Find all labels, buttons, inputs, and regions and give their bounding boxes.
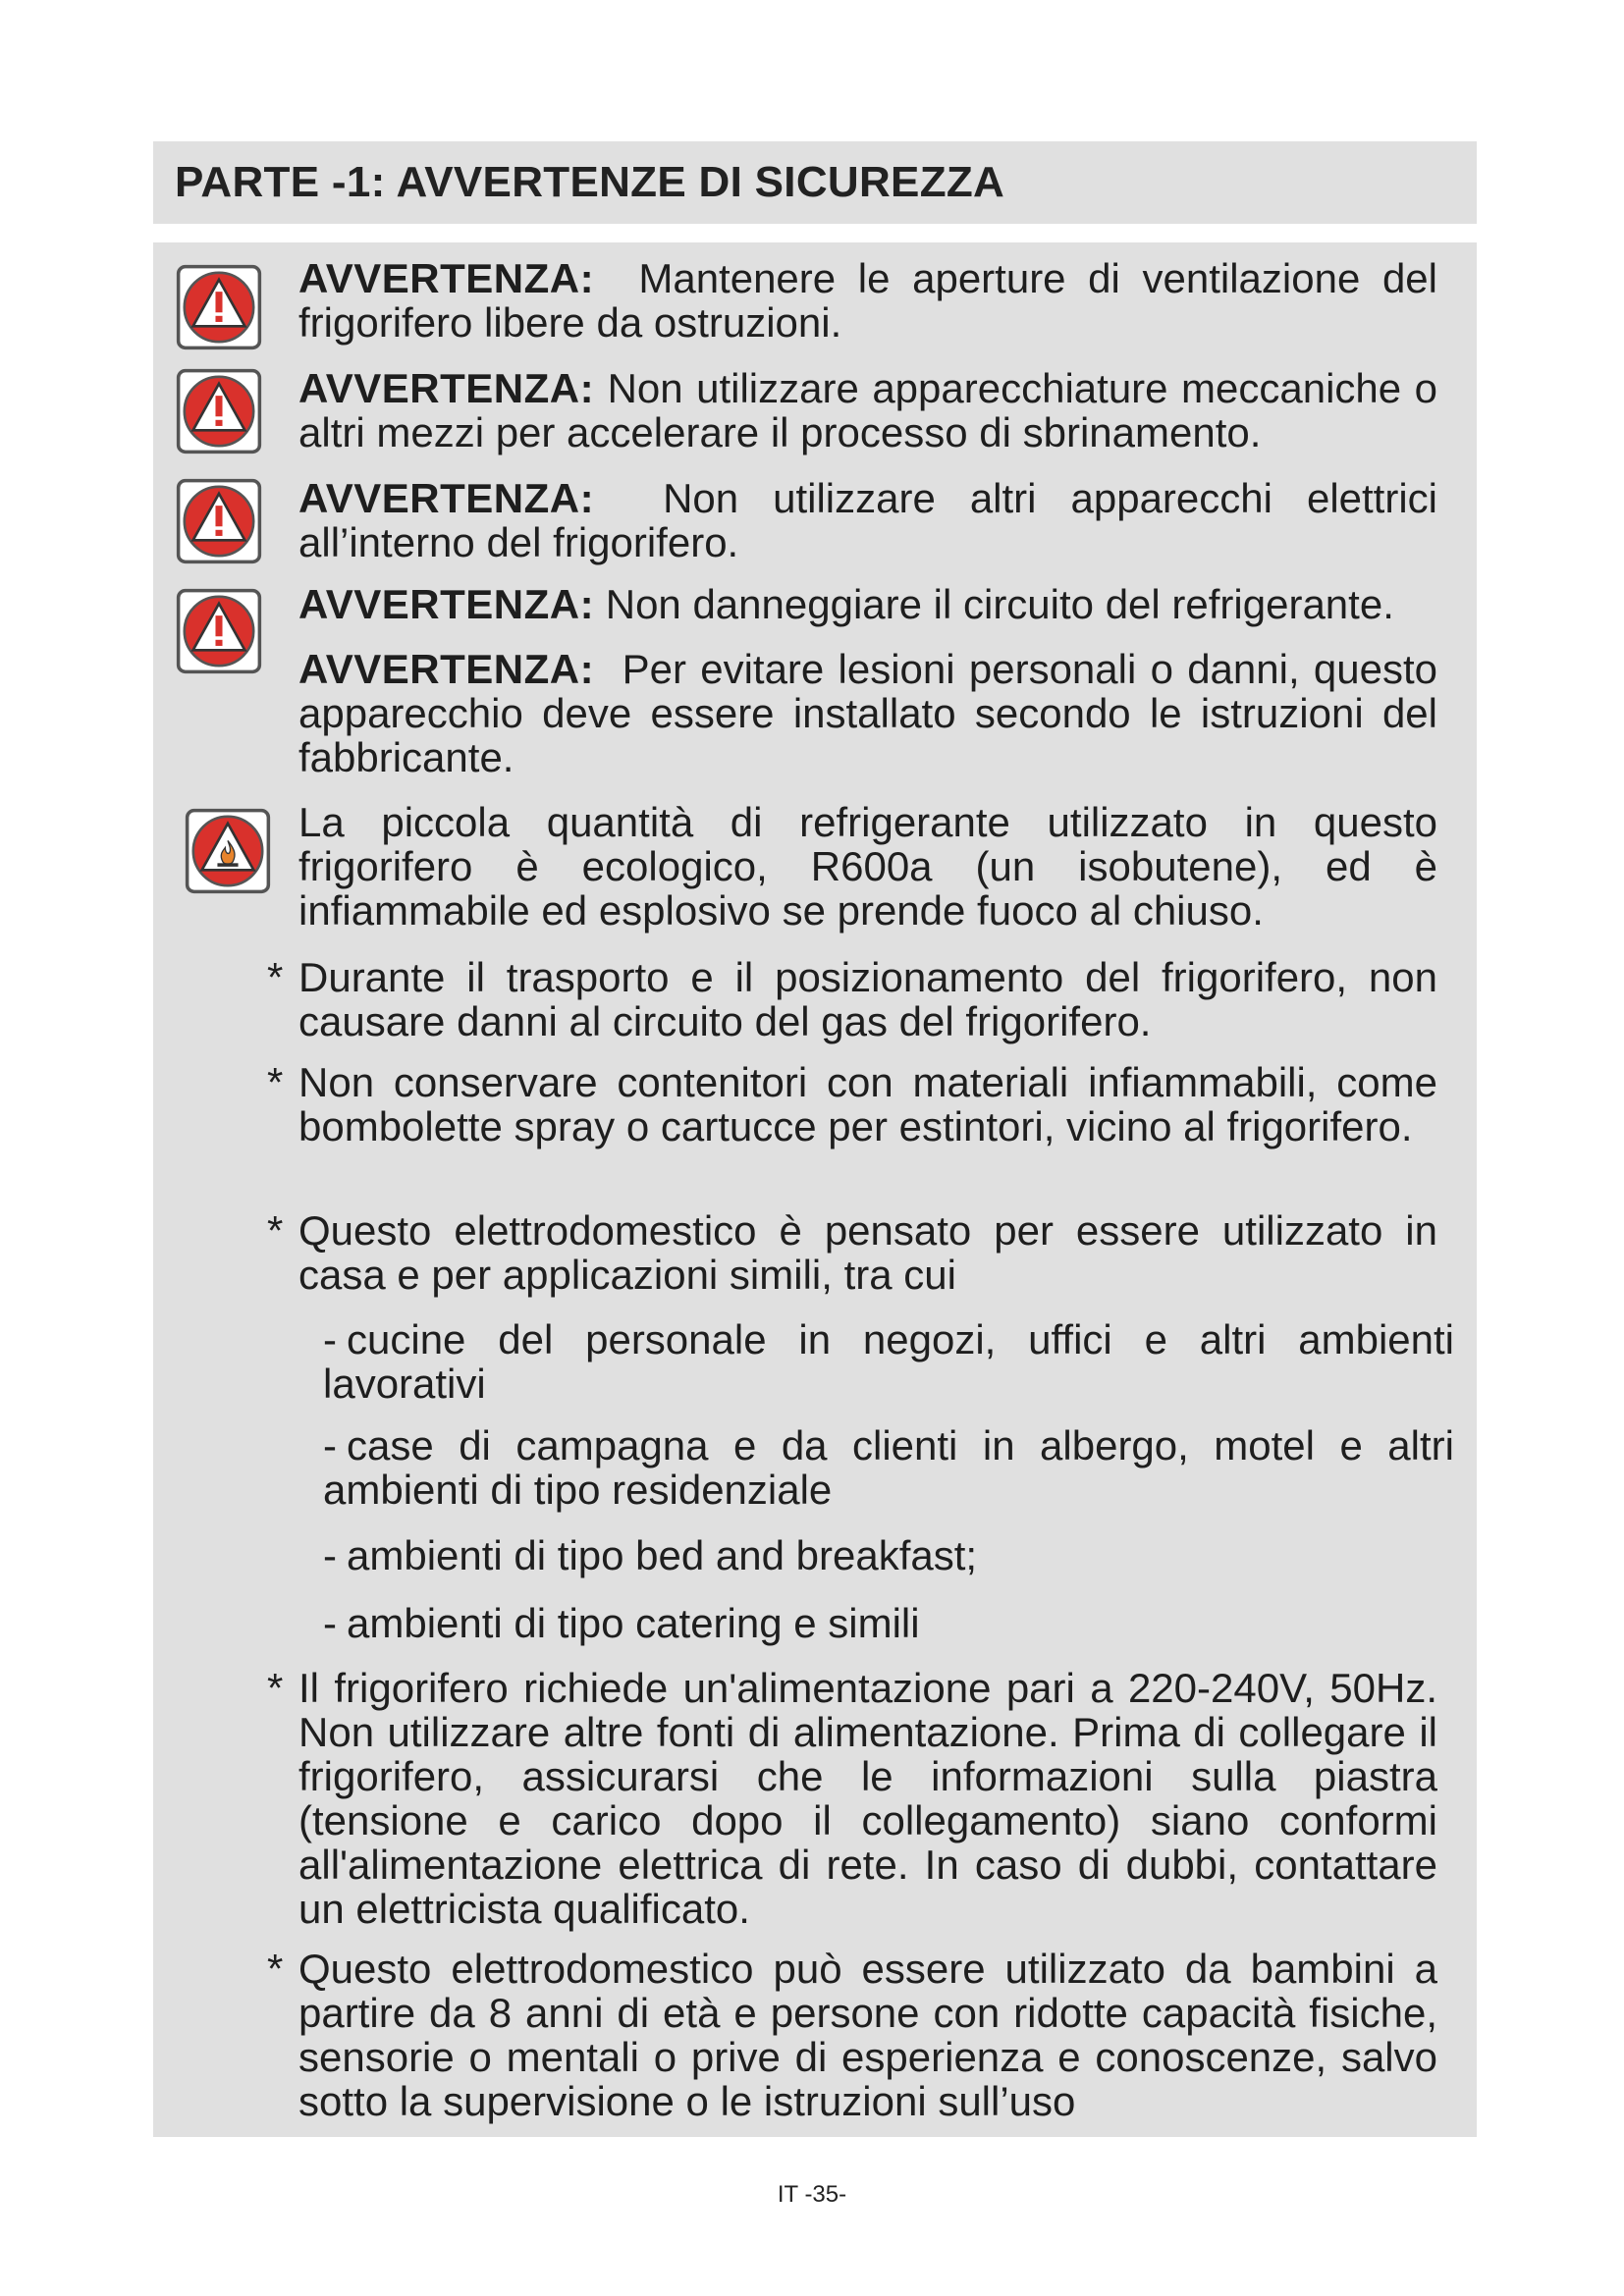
warning-label: AVVERTENZA: [298,646,595,692]
warning-label: AVVERTENZA: [298,475,595,521]
warning-defrost [298,366,1437,454]
bullet-marker: * [267,1946,284,1992]
warning-icon [176,368,262,454]
warning-label: AVVERTENZA: [298,365,595,411]
bullet-children-use: Questo elettrodomestico può essere utilizzato da bambini a partire da 8 anni di età e persone con ridotte capacità fisiche, sensorie o mentali o prive di esperienza e conoscenze, salvo sotto la supervisione o le istruzioni sull’uso [298,1946,1437,2124]
bullet-transport: Durante il trasporto e il posizionamento del frigorifero, non causare danni al circuito del gas del frigorifero. [298,954,1437,1044]
bullet-marker: * [267,1059,284,1105]
dash-marker: - [323,1600,337,1646]
warning-text: Non utilizzare altri apparecchi elettrici all’interno del frigorifero. [298,475,1437,565]
warning-label: AVVERTENZA: [298,255,595,301]
content-panel [153,242,1477,2137]
page-number: IT -35- [777,2181,847,2208]
warning-refrigerant-circuit [298,582,1437,626]
bullet-marker: * [267,1665,284,1711]
dash-marker: - [323,1422,337,1468]
warning-icon [176,478,262,564]
flammable-warning-icon [185,808,271,894]
warning-ventilation [298,256,1437,345]
warning-label: AVVERTENZA: [298,581,595,627]
sub-item-bed-breakfast [323,1533,1454,1577]
section-header [153,141,1477,224]
warning-installation [298,647,1437,779]
warning-text: Non utilizzare apparecchiature meccaniche o altri mezzi per accelerare il processo di sbrinamento. [298,365,1437,455]
warning-text: Non danneggiare il circuito del refrigerante. [605,581,1394,627]
warning-electric-appliances [298,476,1437,564]
section-title: PARTE -1: AVVERTENZE DI SICUREZZA [175,158,1005,206]
bullet-household-use: Questo elettrodomestico è pensato per essere utilizzato in casa e per applicazioni simili, tra cui [298,1207,1437,1298]
dash-marker: - [323,1532,337,1578]
sub-item-text: ambienti di tipo bed and breakfast; [347,1532,978,1578]
warning-icon [176,588,262,674]
sub-item-catering [323,1601,1454,1645]
bullet-marker: * [267,954,284,1000]
sub-item-staff-kitchens [323,1317,1454,1406]
sub-item-text: case di campagna e da clienti in albergo, motel e altri ambienti di tipo residenziale [323,1422,1454,1513]
sub-item-text: ambienti di tipo catering e simili [347,1600,920,1646]
sub-item-farm-houses [323,1423,1454,1512]
warning-text: Per evitare lesioni personali o danni, questo apparecchio deve essere installato secondo le istruzioni del fabbricante. [298,646,1437,780]
dash-marker: - [323,1316,337,1362]
bullet-marker: * [267,1207,284,1254]
bullet-flammable-containers: Non conservare contenitori con materiali infiammabili, come bombolette spray o cartucce per estintori, vicino al frigorifero. [298,1059,1437,1149]
flammable-note: La piccola quantità di refrigerante utilizzato in questo frigorifero è ecologico, R600a (un isobutene), ed è infiammabile ed esplosivo se prende fuoco al chiuso. [298,799,1437,934]
warning-text: Mantenere le aperture di ventilazione del frigorifero libere da ostruzioni. [298,255,1437,346]
warning-icon [176,264,262,350]
bullet-power-supply: Il frigorifero richiede un'alimentazione pari a 220-240V, 50Hz. Non utilizzare altre fonti di alimentazione. Prima di collegare il frigorifero, assicurarsi che le informazioni sulla piastra (tensione e carico dopo il collegamento) siano conformi all'alimentazione elettrica di rete. In caso di dubbi, contattare un elettricista qualificato. [298,1665,1437,1932]
sub-item-text: cucine del personale in negozi, uffici e altri ambienti lavorativi [323,1316,1454,1407]
